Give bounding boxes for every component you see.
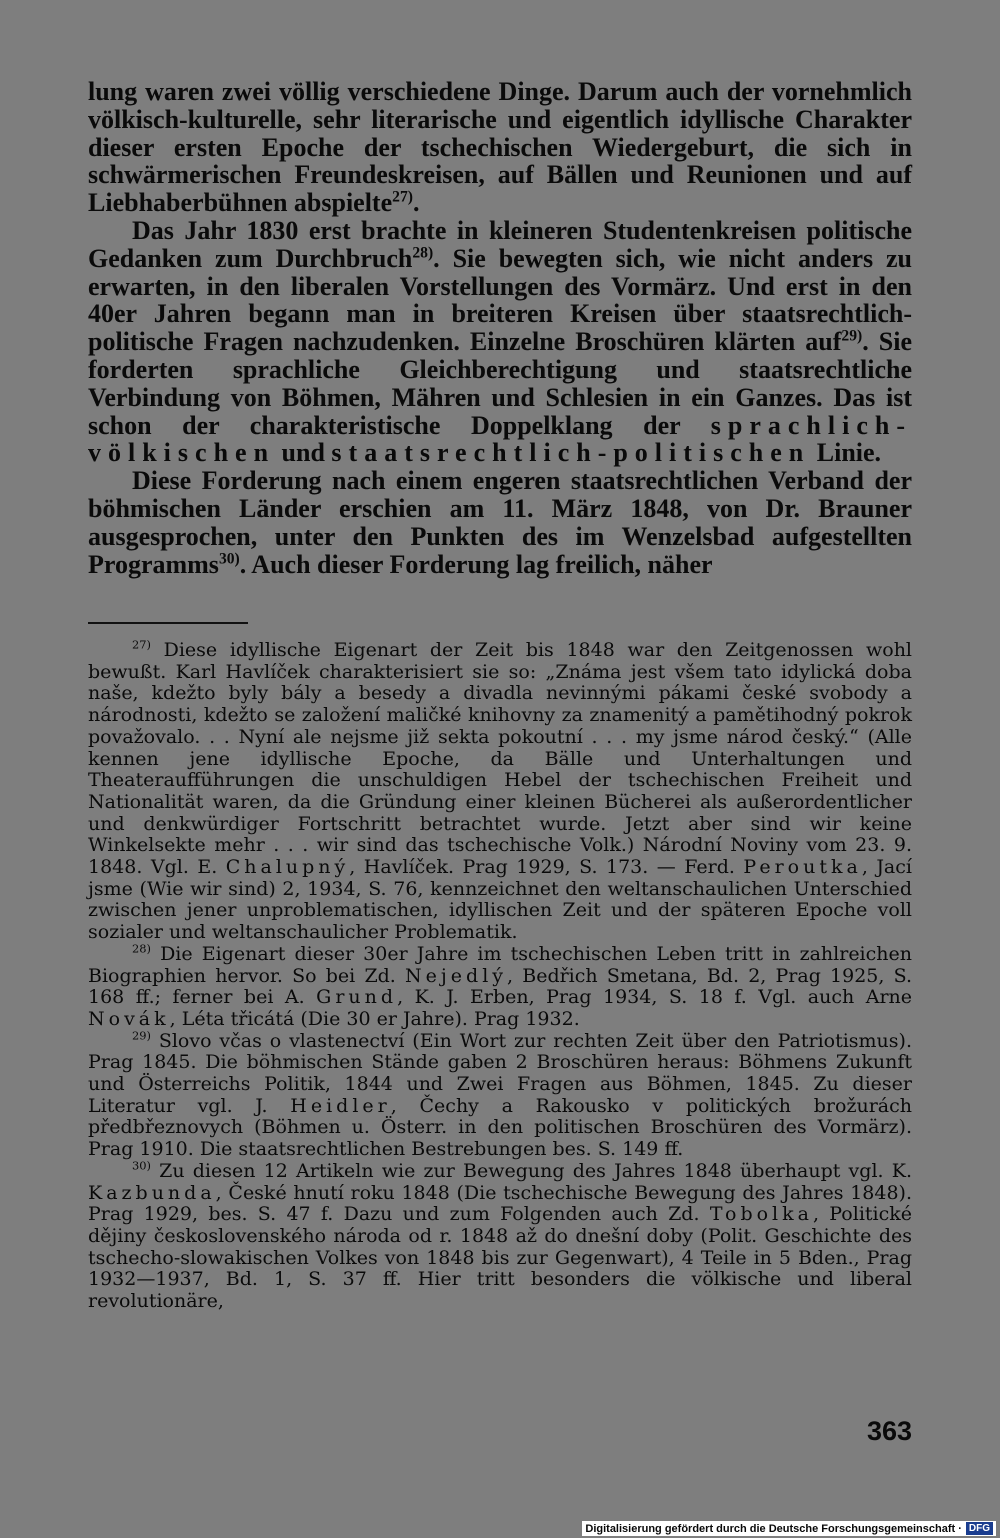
dfg-logo: DFG [966,1522,993,1535]
footnote-ref-28[interactable]: 28) [412,244,434,262]
spaced-author: Nejedlý [405,964,508,987]
spaced-emphasis: staatsrechtlich-politischen [331,438,811,468]
footnote-ref-30[interactable]: 30) [218,549,240,567]
spaced-author: Heidler [290,1094,391,1117]
footnote-ref-27[interactable]: 27) [392,188,413,206]
footnote-text: , Jací jsme (Wie wir sind) 2, 1934, S. 76, kennzeichnet den weltanschaulichen Unterschied zwischen jener unproblematischen, idyllischen Zeit und der späteren Epoche voll sozialer und weltanschaulicher Problematik. [88,856,912,944]
footnotes [88,637,913,1313]
paragraph-text: Diese Forderung nach einem engeren staatsrechtlichen Verband der böhmischen Länder erschien am 11. März 1848, von Dr. Brauner ausgesprochen, unter den Punkten des im Wenzelsbad aufgestellten Programms [88,466,912,579]
main-text [88,78,912,578]
footnote-mark: 28) [132,941,151,956]
footer-text: Digitalisierung gefördert durch die Deutsche Forschungsgemeinschaft · [585,1522,962,1535]
spaced-author: Kazbunda [88,1181,216,1204]
footnote-text: Die Eigenart dieser 30er Jahre im tschechischen Leben tritt in zahlreichen Biographien hervor. So bei Zd. [88,942,912,987]
paragraph-3 [88,467,912,578]
footnote-text: Zu diesen 12 Artikeln wie zur Bewegung des Jahres 1848 überhaupt vgl. K. [159,1159,912,1182]
spaced-author: Chalupný [225,856,350,879]
footnote-27 [88,637,913,944]
footnote-30 [88,1158,913,1313]
footnote-29 [88,1028,913,1161]
footnote-text: , K. J. Erben, Prag 1934, S. 18 f. Vgl. auch Arne [397,986,913,1009]
footnote-text: , Léta třicátá (Die 30 er Jahre). Prag 1932. [169,1007,580,1030]
paragraph-2 [88,217,912,467]
paragraph-1 [88,78,912,217]
paragraph-text: Linie. [816,438,882,468]
footnote-text: , České hnutí roku 1848 (Die tschechische Bewegung des Jahres 1848). Prag 1929, bes. S. 47 f. Dazu und zum Folgenden auch Zd. [88,1181,912,1226]
footnote-text: , Čechy a Rakousko v politických brožurách předbřeznovych (Böhmen u. Österr. in den politischen Broschüren des Vormärz). Prag 1910. Die staatsrechtlichen Bestrebungen bes. S. 149 ff. [88,1094,912,1161]
paragraph-text: und [281,438,325,468]
spaced-author: Novák [88,1007,170,1030]
spaced-author: Tobolka [709,1203,813,1226]
paragraph-text: . Sie forderten sprachliche Gleichberechtigung und staatsrechtliche Verbindung von Böhmen, Mähren und Schlesien in ein Ganzes. Das ist schon der charakteristische Doppelklang der [88,327,912,440]
footnote-text: , Politické dějiny československého národa od r. 1848 až do dnešní doby (Polit. Geschichte des tschecho-slowakischen Volkes von 1848 bis zur Gegenwart), 4 Teile in 5 Bden., Prag 1932—1937, Bd. 1, S. 37 ff. Hier tritt besonders die völkische und liberal revolutionäre, [88,1203,913,1313]
spaced-emphasis: sprachlich-völkischen [88,410,912,468]
footnote-text: Diese idyllische Eigenart der Zeit bis 1848 war den Zeitgenossen wohl bewußt. Karl Havlíček charakterisiert sie so: „Známa jest všem tato idylická doba naše, kdežto byly bály a besedy a divadla nevinnými pákami české svobody a národnosti, kdežto se založení maličké knihovny za znamenitý a pamětihodný pokrok považovalo. . . Nyní ale nejsme již sekta pokoutní . . . my jsme národ český.“ (Alle kennen jene idyllische Epoche, da Bälle und Unterhaltungen und Theateraufführungen die unschuldigen Hebel der tschechischen Freiheit und Nationalität waren, da die Gründung einer kleinen Bücherei als außerordentlicher und denkwürdiger Fortschritt betrachtet wurde. Jetzt aber sind wir keine Winkelsekte mehr . . . wir sind das tschechische Volk.) Národní Noviny vom 23. 9. 1848. Vgl. E. [88,639,913,879]
footnote-ref-29[interactable]: 29) [841,327,863,345]
paragraph-text: . Sie bewegten sich, wie nicht anders zu erwarten, in den liberalen Vorstellungen des Vormärz. Und erst in den 40er Jahren begann man in breiteren Kreisen über staatsrechtlich-politische Fragen nachzudenken. Einzelne Broschüren klärten auf [88,243,912,357]
footnote-mark: 30) [132,1158,151,1173]
paragraph-text: lung waren zwei völlig verschiedene Dinge. Darum auch der vornehmlich völkisch-kulturelle, sehr literarische und eigentlich idyllische Charakter dieser ersten Epoche der tschechischen Wiedergeburt, die sich in schwärmerischen Freundeskreisen, auf Bällen und Reunionen und auf Liebhaberbühnen abspielte [88,77,912,218]
footnote-mark: 29) [132,1028,151,1043]
spaced-author: Peroutka [743,856,862,879]
footnote-28 [88,941,913,1031]
digitization-footer [582,1521,996,1536]
footnote-text: , Bedřich Smetana, Bd. 2, Prag 1925, S. 168 ff.; ferner bei A. [88,964,912,1009]
footnote-text: , Havlíček. Prag 1929, S. 173. — Ferd. [349,856,735,879]
paragraph-text: Das Jahr 1830 erst brachte in kleineren Studentenkreisen politische Gedanken zum Durchbruch [88,215,912,273]
footnote-mark: 27) [132,637,151,652]
spaced-author: Grund [316,986,398,1009]
paragraph-text: . Auch dieser Forderung lag freilich, näher [239,549,713,579]
footnote-divider [88,622,248,624]
footnote-text: Slovo včas o vlastenectví (Ein Wort zur rechten Zeit über den Patriotismus). Prag 1845. Die böhmischen Stände gaben 2 Broschüren heraus: Böhmens Zukunft und Österreichs Politik, 1844 und Zwei Fragen aus Böhmen, 1845. Zu dieser Literatur vgl. J. [88,1029,913,1117]
paragraph-text: . [412,188,420,218]
page-number: 363 [866,1416,912,1446]
